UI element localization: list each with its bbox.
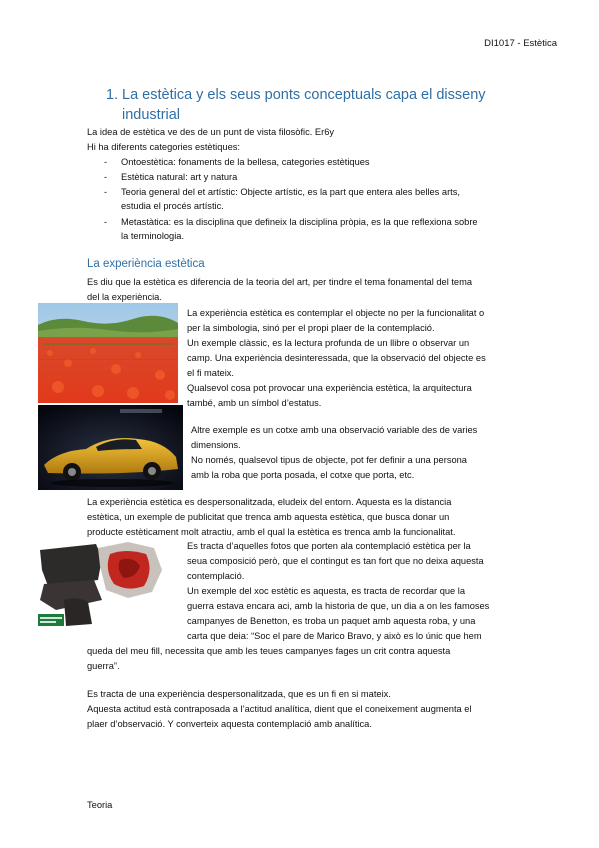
paragraph-line: el fi mateix. — [187, 368, 235, 378]
section-title-line1: La estètica y els seus ponts conceptuals capa el disseny — [122, 87, 486, 103]
bullet-dash: - — [104, 157, 108, 167]
subsection-heading: La experiència estètica — [87, 258, 205, 270]
intro-line-2: Hi ha diferents categories estètiques: — [87, 142, 240, 152]
bullet-dash: - — [104, 172, 108, 182]
paragraph-line: campanyes de Benetton, es troba un paquet amb aquesta roba, y una — [187, 616, 476, 626]
paragraph-line: Es tracta de una experiència despersonalitzada, que es un fi en si mateix. — [87, 689, 391, 699]
paragraph-line: Un exemple del xoc estètic es aquesta, es tracta de recordar que la — [187, 586, 466, 596]
paragraph-line: estètica, un exemple de publicitat que trenca amb aquesta estètica, que busca donar un — [87, 512, 450, 522]
paragraph-line: també, amb un símbol d’estatus. — [187, 398, 322, 408]
document-header-code: DI1017 - Estètica — [484, 38, 557, 49]
paragraph-line: Un exemple clàssic, es la lectura profunda de un llibre o observar un — [187, 338, 470, 348]
poppy-field-image — [38, 303, 178, 403]
paragraph-line: guerra estava encara aci, amb la historia de que, un dia a on les famoses — [187, 601, 490, 611]
paragraph-line: Altre exemple es un cotxe amb una observació variable des de varies — [191, 425, 478, 435]
bullet-dash: - — [104, 187, 108, 197]
bullet-teoria-general-line1: Teoria general del et artístic: Objecte artístic, es la part que entera ales belles arts, — [121, 187, 460, 197]
paragraph-line: dimensions. — [191, 440, 241, 450]
sports-car-image — [38, 405, 183, 490]
bullet-metastatica-line1: Metastàtica: es la disciplina que defineix la disciplina pròpia, es la que reflexiona sobre — [121, 217, 478, 227]
paragraph-line: carta que deia: “Soc el pare de Marico Bravo, y això es lo únic que hem — [187, 631, 482, 641]
paragraph-line: del la experiència. — [87, 292, 162, 302]
paragraph-line: La experiència estètica es contemplar el objecte no per la funcionalitat o — [187, 308, 485, 318]
paragraph-line: seua composició però, que el contingut es tan fort que no deixa aquesta — [187, 556, 484, 566]
paragraph-line: Es diu que la estètica es diferencia de la teoria del art, per tindre el tema fonamental del tema — [87, 277, 473, 287]
paragraph-line: No només, qualsevol tipus de objecte, pot fer definir a una persona — [191, 455, 467, 465]
paragraph-line: Aquesta actitud està contraposada a l’actitud analítica, dient que el coneixement augmenta el — [87, 704, 472, 714]
section-title-line2: industrial — [122, 107, 181, 123]
paragraph-line: La experiència estètica es despersonalitzada, eludeix del entorn. Aquesta es la distancia — [87, 497, 452, 507]
intro-line-1: La idea de estètica ve des de un punt de vista filosòfic. Er6y — [87, 127, 335, 137]
bullet-estetica-natural: Estètica natural: art y natura — [121, 172, 238, 182]
document-footer: Teoria — [87, 800, 113, 810]
paragraph-line: per la simbologia, sinó per el propi plaer de la contemplació. — [187, 323, 435, 333]
bullet-teoria-general-line2: estudia el procés artístic. — [121, 201, 224, 211]
section-title-number: 1. — [106, 87, 119, 103]
paragraph-line: guerra”. — [87, 661, 120, 671]
paragraph-line: camp. Una experiència desinteressada, que la observació del objecte es — [187, 353, 486, 363]
paragraph-line: contemplació. — [187, 571, 245, 581]
bullet-ontoestetica: Ontoestètica: fonaments de la bellesa, categories estètiques — [121, 157, 370, 167]
bullet-metastatica-line2: la terminologia. — [121, 231, 185, 241]
bloodied-clothes-image — [36, 540, 180, 632]
paragraph-line: amb la roba que porta posada, el cotxe que porta, etc. — [191, 470, 415, 480]
paragraph-line: plaer d’observació. Y converteix aquesta contemplació amb analítica. — [87, 719, 372, 729]
paragraph-line: producte estèticament molt atractiu, amb el qual la estètica es trenca amb la funcionalitat. — [87, 527, 456, 537]
paragraph-line: Es tracta d’aquelles fotos que porten ala contemplació estètica per la — [187, 541, 471, 551]
paragraph-line: Qualsevol cosa pot provocar una experiència estètica, la arquitectura — [187, 383, 472, 393]
paragraph-line: queda del meu fill, necessita que amb les teues campanyes fages un crit contra aquesta — [87, 646, 451, 656]
bullet-dash: - — [104, 217, 108, 227]
